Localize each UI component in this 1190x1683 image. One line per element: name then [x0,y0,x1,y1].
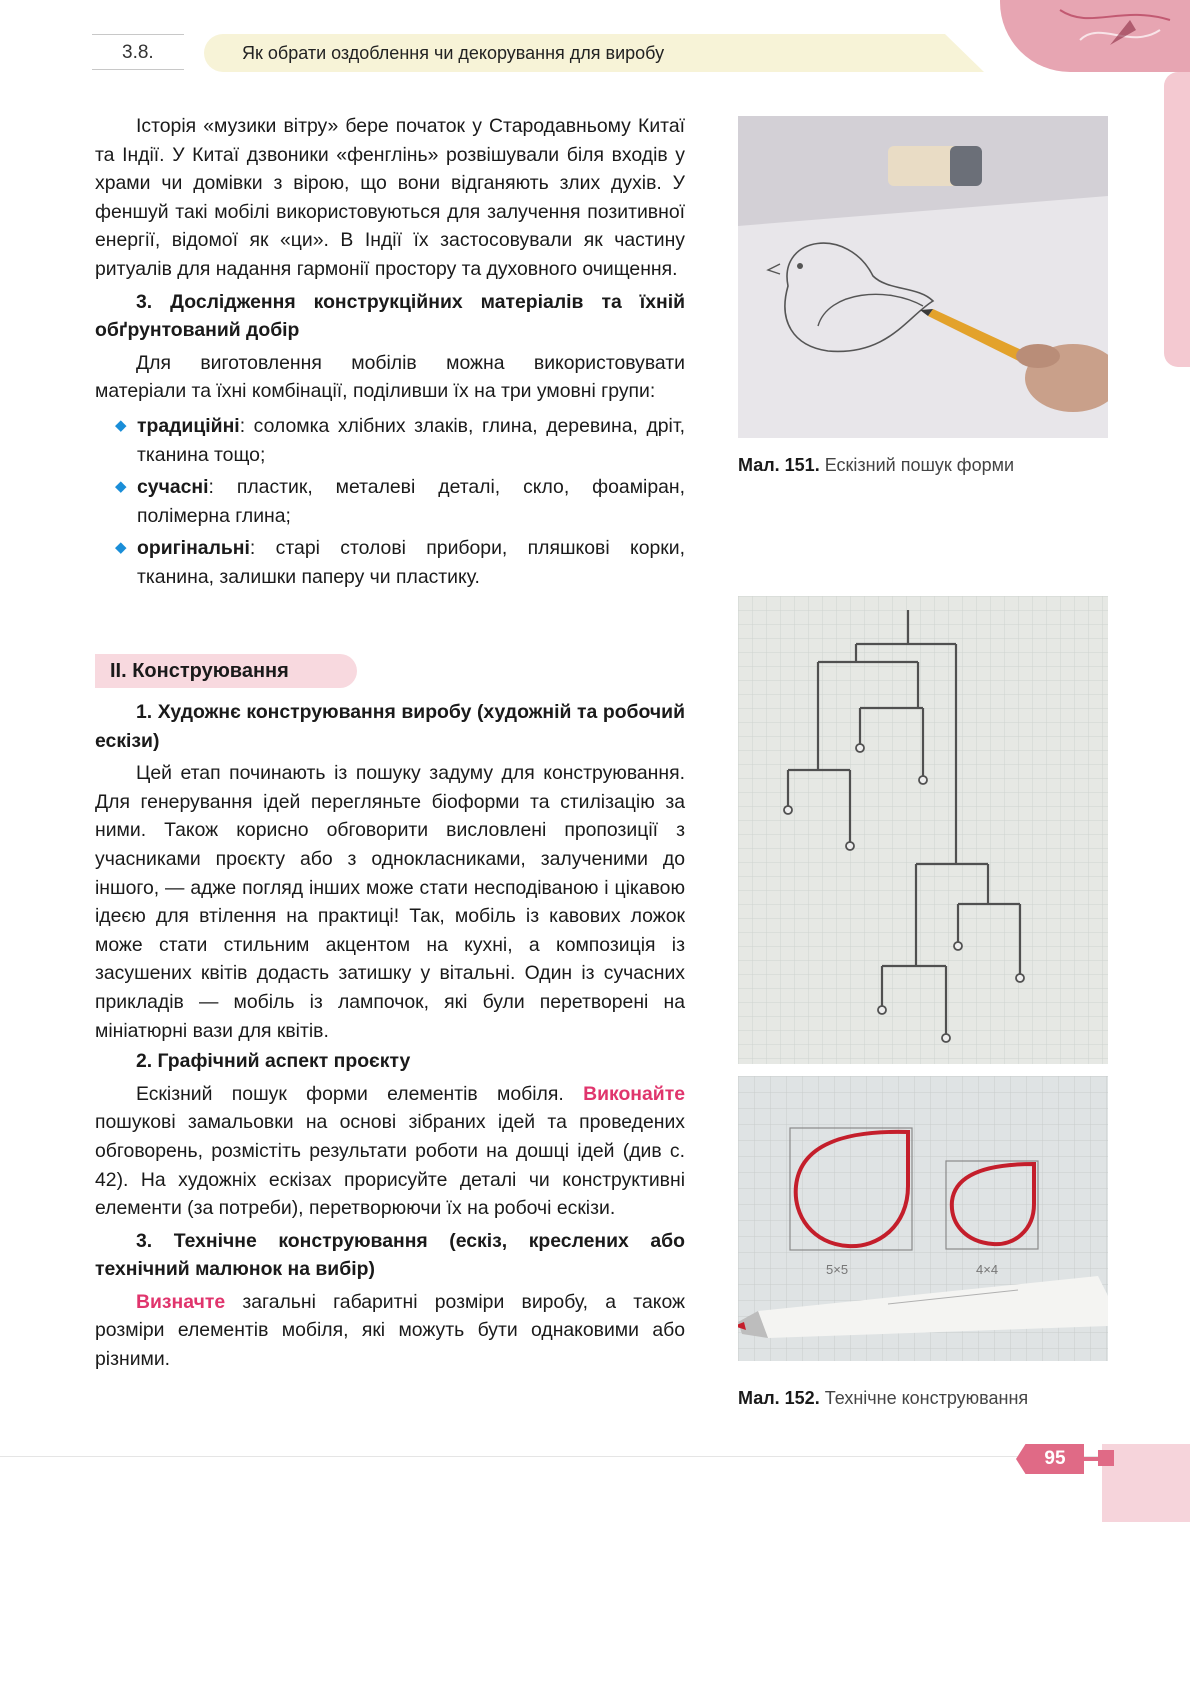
paragraph-materials: Для виготовлення мобілів можна використовувати матеріали та їхні комбінації, поділивши їх на три умовні групи: [95,351,685,403]
side-tab [1164,72,1190,367]
figure-151-text: Ескізний пошук форми [824,455,1015,475]
figure-152-shapes-photo [738,1076,1108,1361]
list-text: : соломка хлібних злаків, глина, деревина, дріт, тканина тощо; [137,414,685,466]
list-term: традиційні [137,414,240,437]
list-text: : старі столові прибори, пляшкові корки, тканина, залишки паперу чи пластику. [137,537,685,588]
heading-artistic: 1. Художнє конструювання виробу (художній та робочий ескізи) [95,701,685,752]
graphic-text-start: Ескізний пошук форми елементів мобіля. [136,1082,584,1105]
figure-151-caption [738,455,1014,476]
technical-text-rest: загальні габаритні розміри виробу, а також розміри елементів мобіля, які можуть бути однаковими або різними. [95,1290,685,1371]
heading-technical: 3. Технічне конструювання (ескіз, креслених або технічний малюнок на вибір) [95,1229,685,1281]
materials-list [95,412,685,592]
section-label: II. Конструювання [110,660,289,682]
footer-divider [0,1456,1190,1457]
shape-dimension-right: 4×4 [976,1262,999,1277]
list-item [95,534,685,591]
list-text: : пластик, металеві деталі, скло, фоаміран, полімерна глина; [137,476,685,527]
paragraph-artistic: Цей етап починають із пошуку задуму для конструювання. Для генерування ідей перегляньте біоформи та стилізацію за ними. Також корисно обговорити висловлені пропозиції з учасниками проєкту або з однокласниками, залученими до іншого, — адже погляд інших може стати несподіваною і цікавою ідеєю для втілення на практиці! Так, мобіль із кавових ложок може стати стильним акцентом на кухні, а композиція із засушених квітів додасть затишку у вітальні. Один із сучасних прикладів — мобіль із лампочок, які були перетворені на мініатюрні вази для квітів. [95,762,685,1042]
shape-dimension-left: 5×5 [826,1262,849,1277]
figure-151-label: Мал. 151. [738,455,820,475]
text-block-construction [95,698,685,1374]
paragraph-history: Історія «музики вітру» бере початок у Стародавньому Китаї та Індії. У Китаї дзвоники «фенглінь» розвішували біля входів у храми чи домівки з вірою, що вони відганяють злих духів. У феншуй такі мобілі використовуються для залучення позитивної енергії, відомої як «ци». В Індії їх застосовували як частину ритуалів для надання гармонії простору та духовного очищення. [95,115,685,280]
bullet-diamond-icon: ◆ [115,416,127,434]
corner-decoration [1000,0,1190,72]
heading-materials: 3. Дослідження конструкційних матеріалів та їхній обґрунтований добір [95,290,685,342]
page-number: 95 [1044,1448,1066,1469]
bullet-diamond-icon: ◆ [115,478,127,496]
list-term: оригінальні [137,537,250,560]
figure-152-caption [738,1388,1028,1409]
bullet-diamond-icon: ◆ [115,539,127,557]
bottom-corner-decoration [1102,1444,1190,1522]
graphic-text-rest: пошукові замальовки на основі зібраних ідей та проведених обговорень, розмістіть результати роботи на дошці ідей (див с. 42). На художніх ескізах прорисуйте деталі чи конструктивні елементи (за потреби), перетворюючи їх на робочі ескізи. [95,1111,685,1220]
page-marker-dash [1084,1457,1098,1461]
text-block-history [95,112,685,592]
figure-152-label: Мал. 152. [738,1388,820,1408]
list-item [95,412,685,469]
section-title: Як обрати оздоблення чи декорування для виробу [242,43,665,63]
section-number: 3.8. [92,34,184,70]
paragraph-graphic [95,1080,685,1223]
graphic-action-word: Виконайте [583,1082,685,1105]
page-marker-square [1098,1450,1114,1466]
figure-152-text: Технічне конструювання [824,1388,1029,1408]
technical-action-word: Визначте [136,1290,226,1313]
figure-152-mobile-sketch [738,596,1108,1064]
heading-graphic: 2. Графічний аспект проєкту [136,1050,411,1073]
figure-151-photo [738,116,1108,438]
paragraph-technical [95,1288,685,1374]
list-term: сучасні [137,476,209,499]
list-item [95,473,685,530]
